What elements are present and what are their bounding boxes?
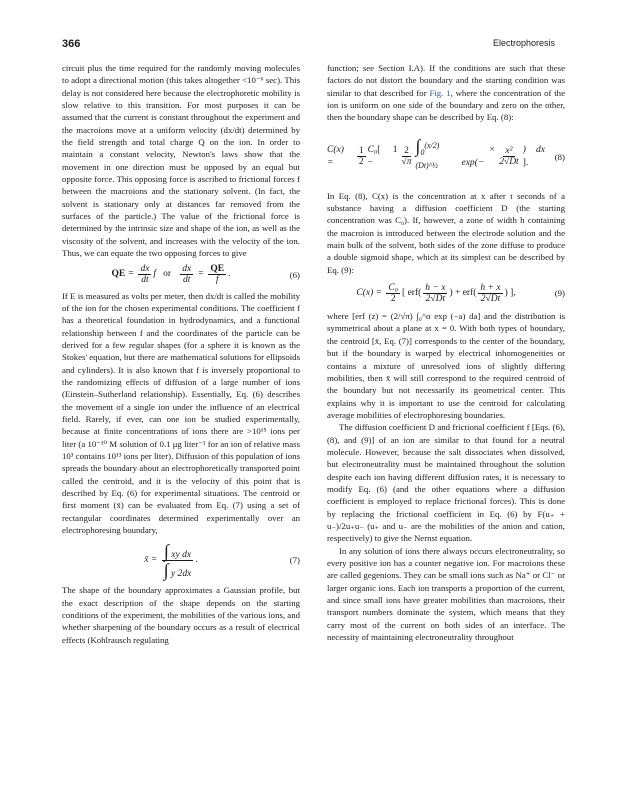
equation-6	[62, 262, 300, 288]
left-column	[62, 62, 300, 646]
text-run: , where the concentration of the ion is uniform on one side of the boundary and zero on the other, then the boundary shape can be described by Eq. (8):	[327, 87, 565, 123]
paragraph	[327, 62, 565, 124]
equation-number: (8)	[554, 151, 565, 162]
page-number: 366	[62, 38, 81, 50]
equation-8-body: C(x) = $\frac{1}{2}$ C₀[ 1 − $\frac{2}{√\pi}$ $\int_0^{(x/2)(Dt)\^{}\frac{1}{2}}$ × exp(− $\frac{\text{x²}}{2√Dt}$ ) dx ].	[327, 136, 546, 170]
paragraph: In any solution of ions there always occurs electroneutrality, so every positive ion has a counter negative ion. For macroions these are called gegenions. They can be small ions such as Na⁺ or Cl⁻ or larger organic ions. Each ion transports a proportion of the current, and since small ions have greater mobilities than macroions, their transport numbers dominate the system, which means that they carry most of the current on both sides of an interface. The necessity of maintaining electroneutrality throughout	[327, 545, 565, 643]
paragraph: In Eq. (8), C(x) is the concentration at x after t seconds of a substance having a diffusion coefficient D (the starting concentration was C₀). If, however, a zone of width h containing the macroion is introduced between the electrode solution and the main bulk of the solvent, both sides of the zone diffuse to produce a double sigmoid shape, which at its simplest can be described by Eq. (9):	[327, 190, 565, 275]
right-column	[327, 62, 565, 643]
equation-number: (7)	[289, 555, 300, 566]
page-header	[62, 38, 555, 52]
equation-7-body: x̄ = $\frac{\text{∫ xy dx}}{\int y 2dx}$ .	[144, 540, 198, 580]
paragraph: If E is measured as volts per meter, then dx/dt is called the mobility of the ion for the chosen experimental conditions. The coefficient f has a theoretical foundation in hydrodynamics, and a functional relationship between f and the coordinates of the particle can be derived for a few regular shapes (for a sphere it is known as the Stokes' equation, but there are mathematical solutions for ellipsoids and cylinders). It is also known that f is inversely proportional to the randomizing effects of diffusion of a large number of ions (Einstein–Sutherland relationship). Essentially, Eq. (6) describes the movement of a single ion under the influence of an electrical field. Rarely, if ever, can one ion be studied experimentally, because at finite concentrations of ions there are >10¹⁵ ions per liter (a 10⁻¹⁰ M solution of 0.1 μg liter⁻¹ for an ion of relative mass 10³ contains 10¹³ ions per liter). Diffusion of this population of ions spreads the boundary about an electrophoretically transported point called the centroid, and it is the velocity of this point that is described by Eq. (6) for experimental situations. The centroid or first moment (x̄) can be evaluated from Eq. (7) using a set of rectangular coordinates determined experimentally over an electrophoresing boundary,	[62, 290, 300, 536]
paragraph: circuit plus the time required for the randomly moving molecules to adopt a directional motion (this takes altogether <10⁻⁶ sec). This delay is not considered here because the electrophoretic mobility is slow relative to this transition. For most purposes it can be assumed that the current is constant throughout the experiment and the macroions move at a uniform velocity (dx/dt) determined by the field strength and total charge Q on the ion. In order to maintain a constant velocity, Newton's laws show that the movement in one direction must be opposed by an equal but opposite force. This opposing force is ascribed to frictional forces f between the macroions and the stationary solvent. (In fact, the solvent is stationary only at distances far removed from the surfaces of the particle.) The value of the frictional force is determined by the intrinsic size and shape of the ion, as well as the viscosity of the solvent, and increases with the velocity of the ion. Thus, we can equate the two opposing forces to give	[62, 63, 300, 259]
paragraph: The diffusion coefficient D and frictional coefficient f [Eqs. (6), (8), and (9)] of an ion are similar to that found for a neutral molecule. However, because the salt dissociates when dissolved, but electroneutrality must be maintained throughout the solution despite each ion having different diffusion rates, it is necessary to modify Eq. (6) (and the other equations where a diffusion coefficient is employed to replace frictional forces). This is done by replacing the frictional coefficient in Eq. (6) by F(u₊ + u₋)/2u₊u₋ (u₊ and u₋ are the mobilities of the anion and cation, respectively) to give the Nernst equation.	[327, 422, 565, 544]
equation-7	[62, 538, 300, 582]
equation-8	[327, 126, 565, 188]
equation-number: (9)	[554, 287, 565, 298]
running-head: Electrophoresis	[492, 38, 555, 48]
text-run: function; see Section I.A). If the conditions are such that these factors do not distort the boundary and the starting condition was similar to that described for	[327, 63, 565, 98]
equation-9-body: C(x) = $\frac{\text{C₀}}{2}$ [ erf( $\frac{h - x}{2√Dt}$ ) + erf( $\frac{h + x}{2√Dt}$ ) ],	[356, 282, 516, 304]
equation-number: (6)	[289, 269, 300, 280]
paragraph: where [erf (z) = (2/√π) ∫₀^α exp (−a) da] and the distribution is symmetrical about a plane at x = 0. With both types of boundary, the centroid [x̄, Eq. (7)] corresponds to the center of the boundary, but if the boundary is warped by electrical inhomogeneities or contains a mixture of unresolved ions of slightly differing mobilities, then x̄ will still correspond to the required centroid of the boundary but not necessarily its geometrical center. This explains why it is important to use the centroid for calculating average mobilities of electrophoresing boundaries.	[327, 311, 565, 420]
equation-6-body: QE = $\frac{dx}{dt}$ f or $\frac{dx}{dt}$ = $\frac{QE}{f}$ .	[111, 264, 231, 285]
figure-1-link[interactable]: Fig. 1	[429, 87, 451, 98]
paragraph: The shape of the boundary approximates a Gaussian profile, but the exact description of the shape depends on the starting conditions of the experiment, the mobilities of the various ions, and whether sharpening of the boundary occurs as a result of electrical effects (Kohlrausch regulating	[62, 585, 300, 645]
equation-9	[327, 278, 565, 308]
